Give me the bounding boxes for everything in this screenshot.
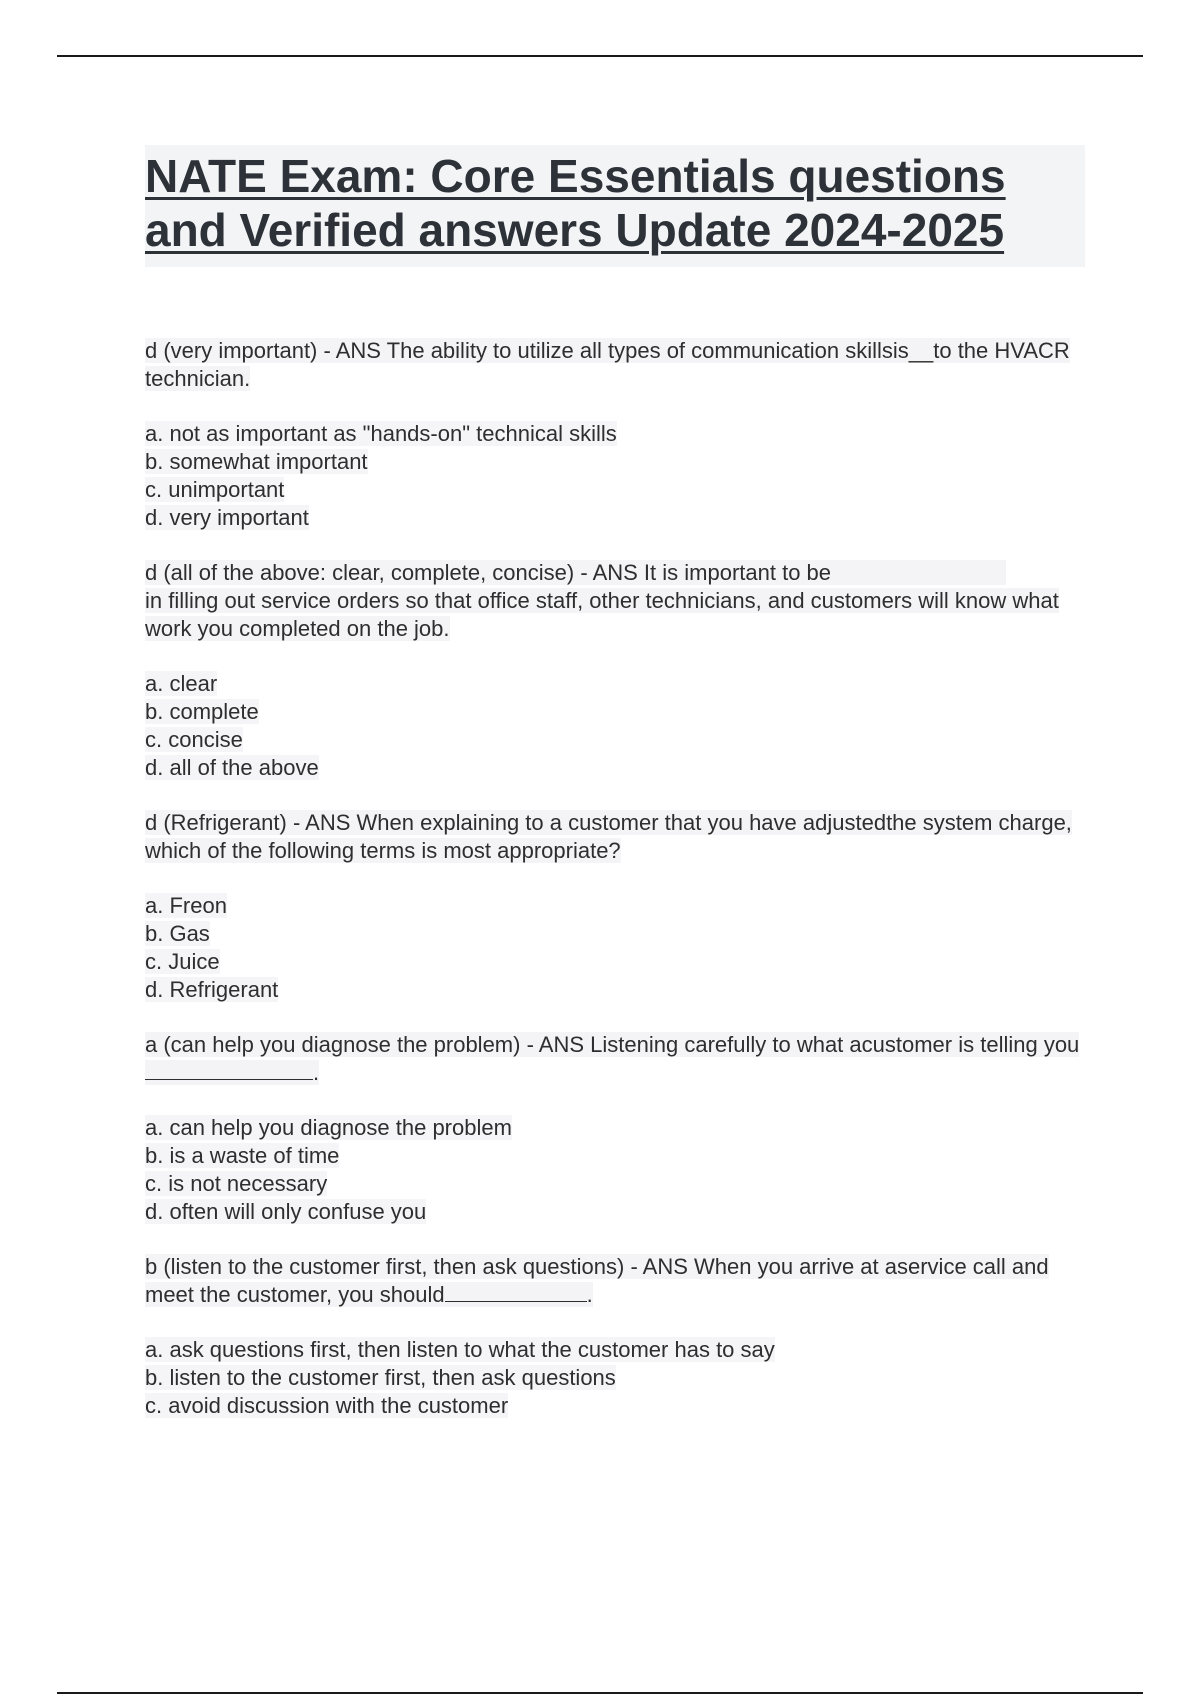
answer-blank (445, 1281, 587, 1302)
question-stem: Listening carefully to what acustomer is telling you (590, 1032, 1080, 1057)
question-block (145, 559, 1095, 782)
question-stem-end: . (313, 1060, 320, 1085)
option-list (145, 420, 1095, 532)
title-line-2: and Verified answers Update 2024-2025 (145, 204, 1005, 256)
option-item: a. can help you diagnose the problem (145, 1115, 512, 1140)
option-item: c. concise (145, 727, 243, 752)
top-rule (57, 55, 1143, 57)
question-block (145, 809, 1095, 1004)
option-item: c. avoid discussion with the customer (145, 1393, 509, 1418)
question-block (145, 1031, 1095, 1226)
question-list (145, 337, 1095, 1447)
option-list (145, 892, 1095, 1004)
option-item: c. Juice (145, 949, 220, 974)
option-item: b. listen to the customer first, then ask questions (145, 1365, 616, 1390)
option-item: d. often will only confuse you (145, 1199, 427, 1224)
option-item: d. Refrigerant (145, 977, 279, 1002)
question-text (145, 559, 1095, 643)
option-list (145, 670, 1095, 782)
option-item: b. Gas (145, 921, 210, 946)
option-item: c. is not necessary (145, 1171, 328, 1196)
answer-key: b (listen to the customer first, then ask questions) - ANS (145, 1254, 695, 1279)
option-item: d. all of the above (145, 755, 319, 780)
question-stem: It is important to be (643, 560, 832, 585)
option-list (145, 1114, 1095, 1226)
option-item: b. is a waste of time (145, 1143, 340, 1168)
page-title (145, 145, 1085, 267)
option-item: b. somewhat important (145, 449, 368, 474)
question-stem: The ability to utilize all types of communication skillsis__to the HVACR technician. (145, 338, 1070, 391)
option-item: a. not as important as "hands-on" technical skills (145, 421, 617, 446)
question-text (145, 1031, 1095, 1087)
title-line-1: NATE Exam: Core Essentials questions (145, 150, 1006, 202)
option-item: c. unimportant (145, 477, 285, 502)
question-stem: When you arrive at aservice call and meet the customer, you should (145, 1254, 1049, 1307)
question-block (145, 337, 1095, 532)
answer-key: d (very important) - ANS (145, 338, 387, 363)
question-stem-continued: in filling out service orders so that office staff, other technicians, and customers will know what work you completed on the job. (145, 588, 1059, 641)
answer-key: d (all of the above: clear, complete, concise) - ANS (145, 560, 644, 585)
answer-key: d (Refrigerant) - ANS (145, 810, 357, 835)
bottom-rule (57, 1692, 1143, 1694)
question-block (145, 1253, 1095, 1420)
option-item: a. ask questions first, then listen to what the customer has to say (145, 1337, 775, 1362)
answer-key: a (can help you diagnose the problem) - ANS (145, 1032, 591, 1057)
question-text (145, 1253, 1095, 1309)
question-text (145, 809, 1095, 865)
answer-blank (145, 1059, 313, 1080)
question-text (145, 337, 1095, 393)
option-item: a. clear (145, 671, 218, 696)
option-item: b. complete (145, 699, 259, 724)
question-stem-end: . (586, 1282, 593, 1307)
question-stem: When explaining to a customer that you have adjustedthe system charge, which of the following terms is most appropriate? (145, 810, 1072, 863)
option-list (145, 1336, 1095, 1420)
option-item: a. Freon (145, 893, 227, 918)
option-item: d. very important (145, 505, 309, 530)
